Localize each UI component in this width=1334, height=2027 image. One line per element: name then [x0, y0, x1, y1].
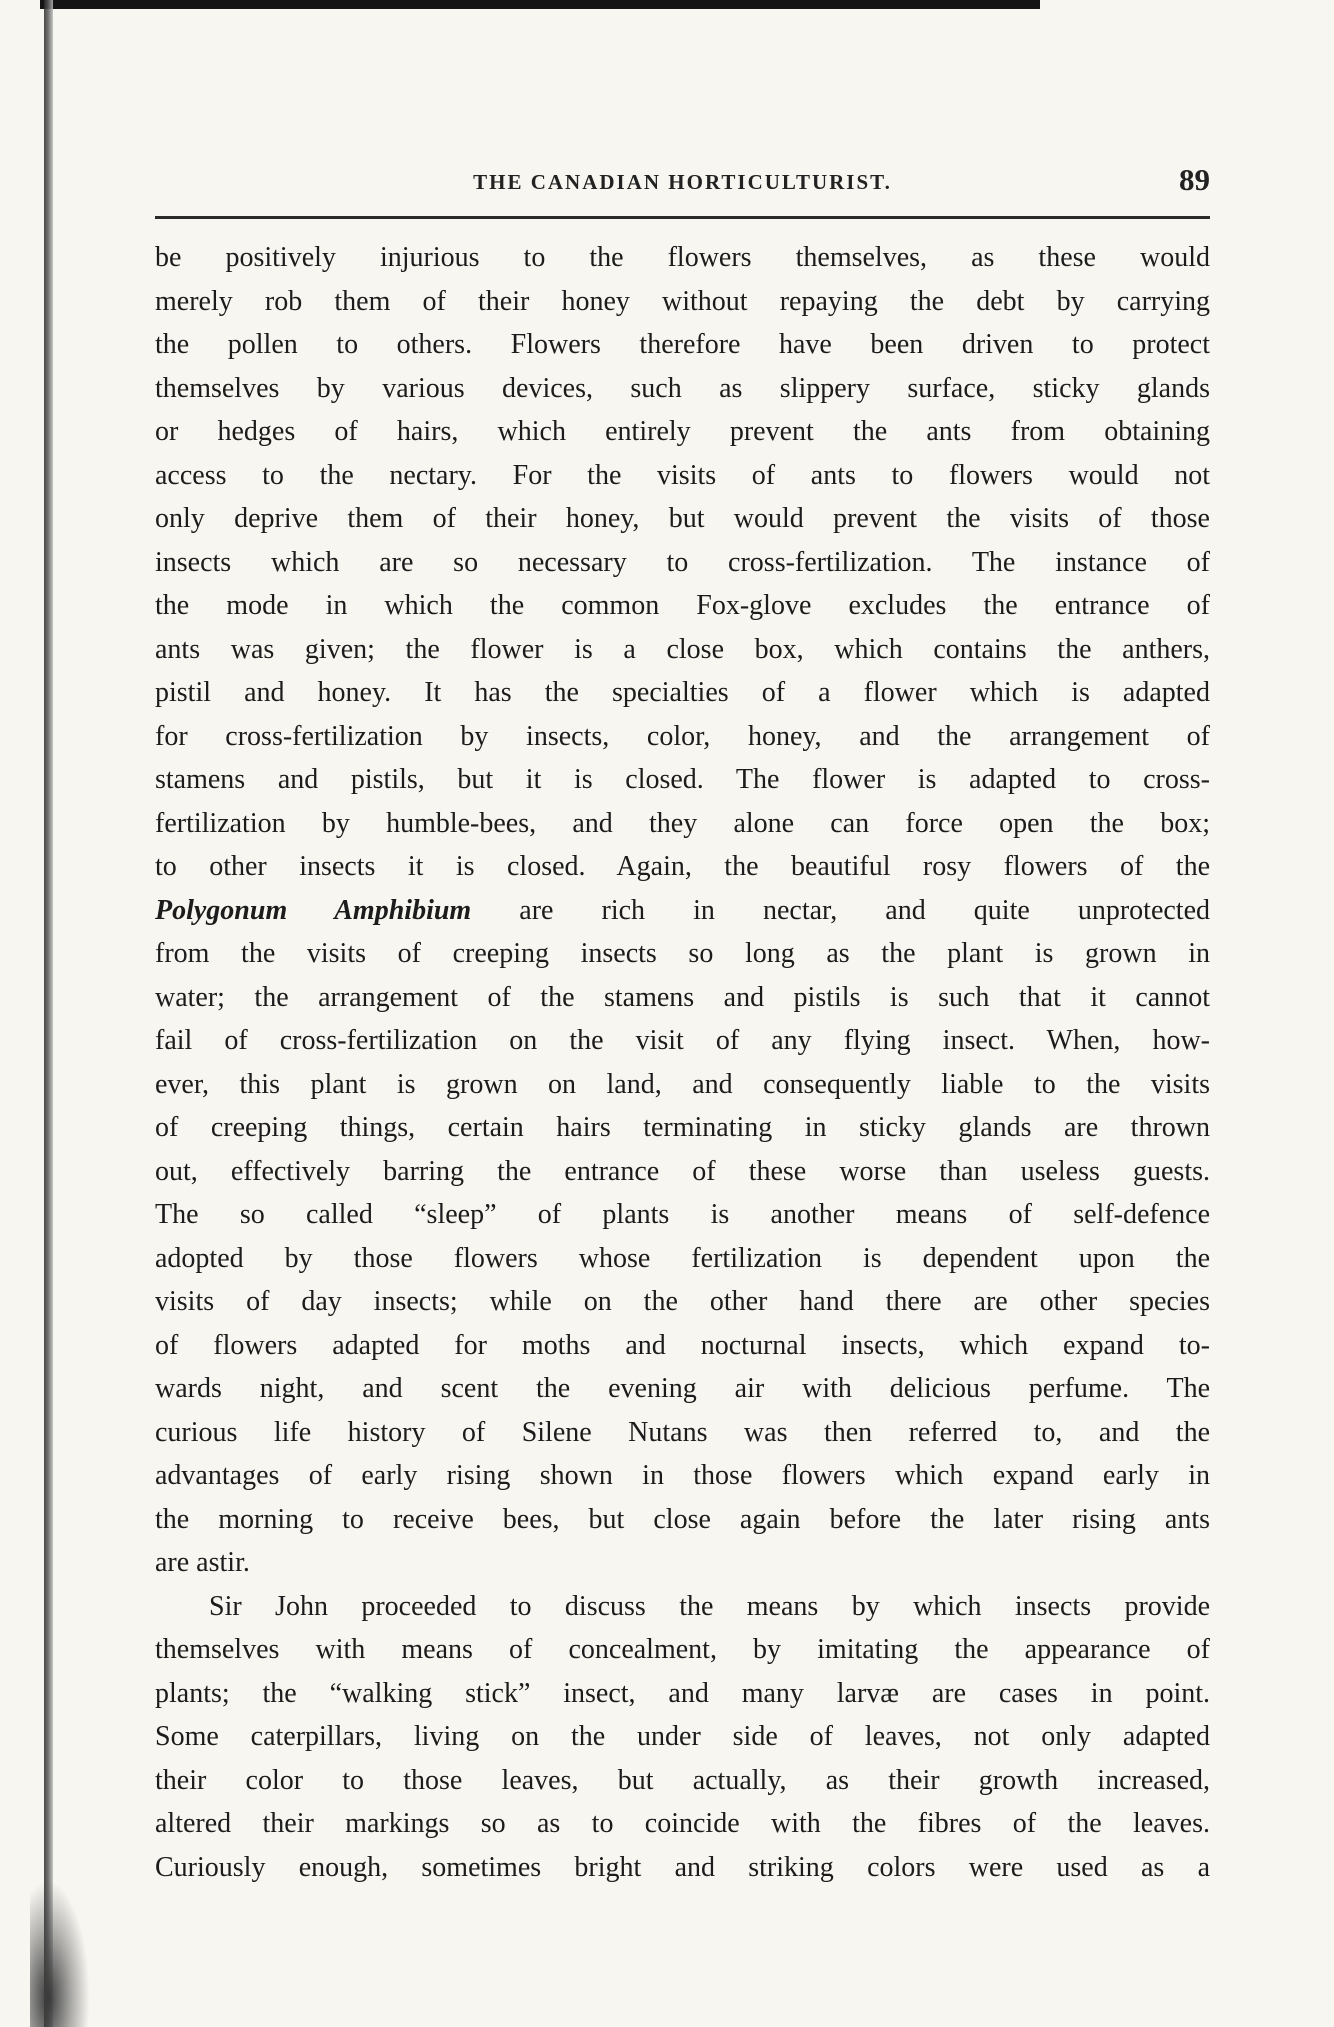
text-line: wards night, and scent the evening air with delicious perfume. The	[155, 1373, 1210, 1404]
text-line: of flowers adapted for moths and nocturnal insects, which expand to-	[155, 1329, 1210, 1361]
text-line: the pollen to others. Flowers therefore have been driven to protect	[155, 329, 1210, 360]
text-line: be positively injurious to the flowers themselves, as these would	[155, 242, 1210, 273]
text-line: the mode in which the common Fox-glove excludes the entrance of	[155, 590, 1210, 621]
header-rule	[155, 216, 1210, 219]
journal-title: THE CANADIAN HORTICULTURIST.	[473, 170, 892, 194]
text-line: out, effectively barring the entrance of these worse than useless guests.	[155, 1155, 1210, 1187]
text-line: for cross-fertilization by insects, color, honey, and the arrangement of	[155, 720, 1210, 752]
text-line: or hedges of hairs, which entirely prevent the ants from obtaining	[155, 416, 1210, 447]
text-line-rest: are rich in nectar, and quite unprotected	[519, 894, 1211, 926]
text-line: insects which are so necessary to cross-fertilization. The instance of	[155, 546, 1210, 578]
text-line: of creeping things, certain hairs terminating in sticky glands are thrown	[155, 1112, 1210, 1143]
text-line: pistil and honey. It has the specialties of a flower which is adapted	[155, 677, 1210, 708]
text-line: Some caterpillars, living on the under side of leaves, not only adapted	[155, 1721, 1210, 1752]
species-name: Polygonum Amphibium	[155, 894, 472, 926]
text-line: ever, this plant is grown on land, and consequently liable to the visits	[155, 1068, 1210, 1100]
text-line: fertilization by humble-bees, and they alone can force open the box;	[155, 807, 1210, 839]
text-line: water; the arrangement of the stamens and pistils is such that it cannot	[155, 981, 1210, 1013]
running-head	[155, 160, 1210, 212]
text-line: themselves by various devices, such as slippery surface, sticky glands	[155, 372, 1210, 404]
binding-edge	[44, 0, 53, 2027]
paragraph-start-line: Sir John proceeded to discuss the means by which insects provide	[209, 1590, 1210, 1622]
text-line: ants was given; the flower is a close box, which contains the anthers,	[155, 633, 1210, 665]
text-line: plants; the “walking stick” insect, and many larvæ are cases in point.	[155, 1677, 1210, 1709]
binding-shadow	[30, 1880, 90, 2027]
text-line: curious life history of Silene Nutans was then referred to, and the	[155, 1416, 1210, 1448]
text-line: altered their markings so as to coincide with the fibres of the leaves.	[155, 1808, 1210, 1839]
text-line: to other insects it is closed. Again, the beautiful rosy flowers of the	[155, 851, 1210, 882]
text-line: stamens and pistils, but it is closed. The flower is adapted to cross-	[155, 764, 1210, 795]
text-line: fail of cross-fertilization on the visit of any flying insect. When, how-	[155, 1025, 1210, 1056]
paragraph-end-line: are astir.	[155, 1547, 250, 1578]
text-line: only deprive them of their honey, but would prevent the visits of those	[155, 503, 1210, 534]
text-line: advantages of early rising shown in those flowers which expand early in	[155, 1460, 1210, 1491]
text-line: adopted by those flowers whose fertilization is dependent upon the	[155, 1242, 1210, 1274]
text-line: their color to those leaves, but actually, as their growth increased,	[155, 1764, 1210, 1796]
top-edge-rule	[40, 0, 1040, 9]
text-line: themselves with means of concealment, by imitating the appearance of	[155, 1634, 1210, 1665]
text-line: The so called “sleep” of plants is another means of self-defence	[155, 1199, 1210, 1230]
text-line: visits of day insects; while on the other hand there are other species	[155, 1286, 1210, 1317]
text-line: the morning to receive bees, but close again before the later rising ants	[155, 1503, 1210, 1535]
page-number: 89	[1179, 162, 1210, 197]
body-text	[155, 236, 1210, 1889]
text-line: Curiously enough, sometimes bright and striking colors were used as a	[155, 1851, 1210, 1883]
text-line: merely rob them of their honey without repaying the debt by carrying	[155, 285, 1210, 317]
text-line-with-species	[155, 889, 1210, 933]
text-line: from the visits of creeping insects so long as the plant is grown in	[155, 938, 1210, 969]
text-line: access to the nectary. For the visits of ants to flowers would not	[155, 459, 1210, 491]
